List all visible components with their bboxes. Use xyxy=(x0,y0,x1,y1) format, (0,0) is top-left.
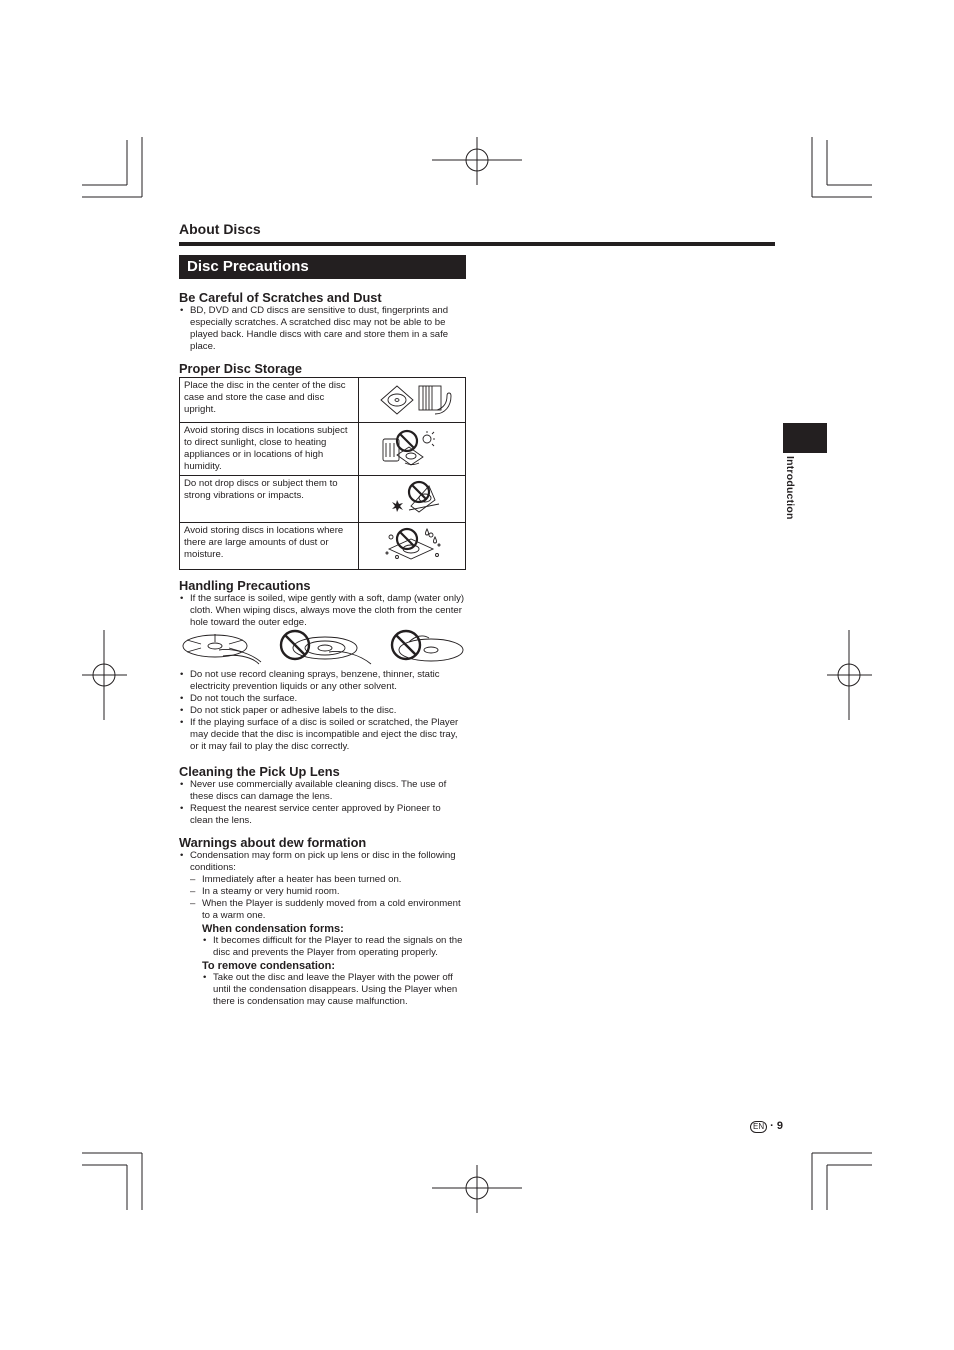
handling-notes xyxy=(179,669,466,753)
chapter-title: About Discs xyxy=(179,221,261,237)
storage-row-text: Do not drop discs or subject them to strong vibrations or impacts. xyxy=(180,476,359,523)
scratches-section xyxy=(179,290,466,353)
table-row xyxy=(180,423,466,476)
list-item: • It becomes difficult for the Player to read the signals on the disc and prevents the Player from operating properly. xyxy=(179,935,466,959)
list-item: • Request the nearest service center approved by Pioneer to clean the lens. xyxy=(179,803,466,827)
table-row xyxy=(180,378,466,423)
handling-illustrations xyxy=(179,628,466,666)
table-row xyxy=(180,476,466,523)
storage-heading: Proper Disc Storage xyxy=(179,361,303,376)
no-sunlight-heat-icon xyxy=(359,423,466,476)
page-number xyxy=(750,1120,783,1133)
storage-row-text: Avoid storing discs in locations subject to direct sunlight, close to heating appliances or in locations of high humidity. xyxy=(180,423,359,476)
chapter-tab-label xyxy=(784,456,798,536)
storage-table xyxy=(179,377,466,570)
disc-case-icon xyxy=(359,378,466,423)
list-item: • Take out the disc and leave the Player with the power off until the condensation disappears. Using the Player when there is condensation may cause malfunction. xyxy=(179,972,466,1008)
handling-heading: Handling Precautions xyxy=(179,578,311,593)
list-item: • BD, DVD and CD discs are sensitive to dust, fingerprints and especially scratches. A scratched disc may not be able to be played back. Handle discs with care and store them in a safe place. xyxy=(179,305,466,353)
list-item: • Do not use record cleaning sprays, benzene, thinner, static electricity prevention liquids or any other solvent. xyxy=(179,669,466,693)
page-number-value: 9 xyxy=(776,1120,783,1132)
no-touch-surface-icon xyxy=(392,631,463,661)
list-item: – In a steamy or very humid room. xyxy=(179,886,466,898)
lens-heading: Cleaning the Pick Up Lens xyxy=(179,764,340,779)
section-title: Disc Precautions xyxy=(187,258,309,275)
storage-row-text: Place the disc in the center of the disc case and store the case and disc upright. xyxy=(180,378,359,423)
dew-section xyxy=(179,835,466,1008)
wipe-radial-icon xyxy=(183,634,261,664)
language-badge: EN xyxy=(750,1121,767,1133)
header-rule xyxy=(179,242,775,246)
page-separator: · xyxy=(770,1120,774,1132)
lens-section xyxy=(179,764,466,827)
list-item: • Do not stick paper or adhesive labels to the disc. xyxy=(179,705,466,717)
no-circular-wipe-icon xyxy=(281,631,371,664)
list-item: • Condensation may form on pick up lens or disc in the following conditions: xyxy=(179,850,466,874)
list-item: • If the surface is soiled, wipe gently with a soft, damp (water only) cloth. When wiping discs, always move the cloth from the center hole toward the outer edge. xyxy=(179,593,466,629)
list-item: • Do not touch the surface. xyxy=(179,693,466,705)
chapter-tab-text: Introduction xyxy=(784,456,796,520)
no-drop-disc-icon xyxy=(359,476,466,523)
scratches-heading: Be Careful of Scratches and Dust xyxy=(179,290,382,305)
chapter-tab xyxy=(783,423,827,453)
list-item: – Immediately after a heater has been turned on. xyxy=(179,874,466,886)
list-item: • Never use commercially available cleaning discs. The use of these discs can damage the lens. xyxy=(179,779,466,803)
table-row xyxy=(180,523,466,570)
storage-row-text: Avoid storing discs in locations where there are large amounts of dust or moisture. xyxy=(180,523,359,570)
remove-condensation-heading: To remove condensation: xyxy=(202,960,336,972)
list-item: – When the Player is suddenly moved from a cold environment to a warm one. xyxy=(179,898,466,922)
list-item: • If the playing surface of a disc is soiled or scratched, the Player may decide that the disc is incompatible and eject the disc tray, or it may fail to play the disc correctly. xyxy=(179,717,466,753)
when-condensation-heading: When condensation forms: xyxy=(202,923,344,935)
handling-section xyxy=(179,578,466,629)
no-dust-moisture-icon xyxy=(359,523,466,570)
storage-heading-block xyxy=(179,361,466,376)
dew-heading: Warnings about dew formation xyxy=(179,835,367,850)
